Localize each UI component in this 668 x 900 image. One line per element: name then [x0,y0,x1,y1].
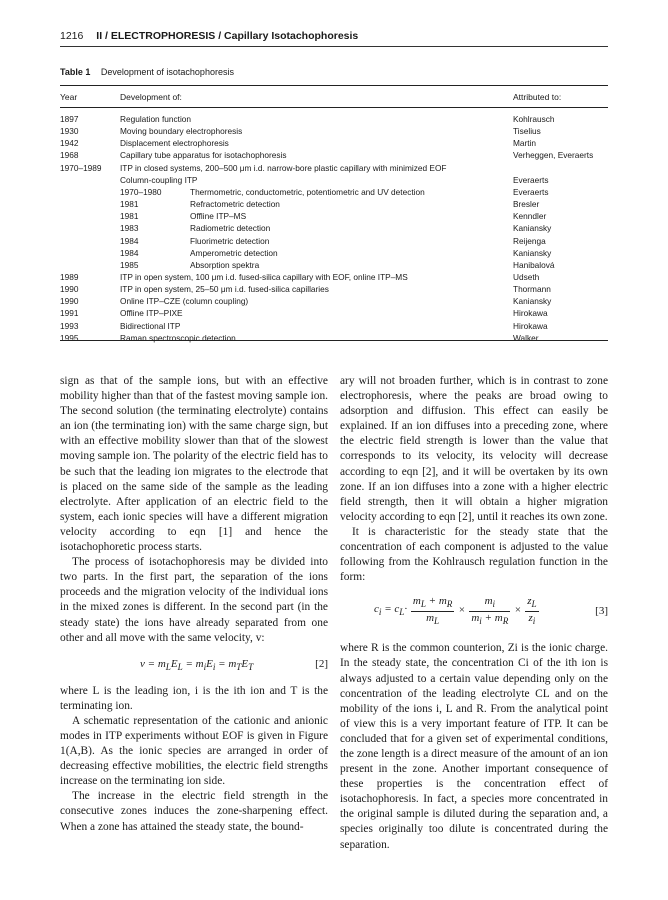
equation-3: $c_i = c_L\cdot$ $\frac{m_L + m_R}{m_L}$ × $\frac{m_i}{m_i + m_R}$ × $\frac{z_L}{z_i}$ [3] [374,595,608,626]
attributed-cell: Martin [513,138,537,149]
right-column [340,374,608,853]
running-header [60,30,358,42]
header-title: II / ELECTROPHORESIS / Capillary Isotachophoresis [96,30,359,42]
table-row [60,332,608,344]
attributed-cell: Verheggen, Everaerts [513,150,594,161]
table-row [60,149,608,161]
development-cell: Column-coupling ITP [120,174,198,185]
equation-number: [3] [595,605,608,618]
attributed-cell: Bresler [513,199,540,210]
year-cell: 1968 [60,150,79,161]
year-cell: 1990 [60,284,79,295]
table-row [60,198,608,210]
table-row [60,222,608,234]
attributed-cell: Thormann [513,284,551,295]
table-row [60,259,608,271]
table-caption [60,67,234,77]
sub-year-cell: 1970–1980 [120,186,162,197]
attributed-cell: Kenndler [513,211,547,222]
attributed-cell: Everaerts [513,174,549,185]
table-row [60,174,608,186]
paragraph: The process of isotachophoresis may be divided into two parts. In the first part, the separation of the ions proceeds and the migration velocity of the individual ions in the mixed zones is different. In the second part (in the steady state) the ions have already separated from one other and all move with the same velocity, v: [60,556,328,644]
attributed-cell: Udseth [513,271,540,282]
header-rule [60,46,608,47]
year-cell: 1990 [60,296,79,307]
attributed-cell: Kaniansky [513,247,552,258]
paragraph: where L is the leading ion, i is the ith ion and T is the terminating ion. [60,684,328,712]
development-cell: Regulation function [120,114,192,124]
table-caption-text: Development of isotachophoresis [100,67,234,77]
table-row [60,307,608,319]
table-row [60,137,608,149]
year-cell: 1930 [60,126,79,137]
table-row [60,210,608,222]
development-cell: Capillary tube apparatus for isotachophoresis [120,150,287,161]
col-header-attributed: Attributed to: [513,92,562,102]
table-row [60,113,608,125]
table-top-rule [60,85,608,86]
table-row [60,283,608,295]
table-row [60,295,608,307]
attributed-cell: Hirokawa [513,320,548,331]
table-row [60,247,608,259]
sub-development-cell: Offline ITP–MS [190,211,247,222]
development-cell: Online ITP–CZE (column coupling) [120,296,249,307]
attributed-cell: Everaerts [513,186,549,197]
year-cell: 1989 [60,271,79,282]
table-label: Table 1 [60,67,91,77]
table-header-rule [60,107,608,108]
sub-development-cell: Thermometric, conductometric, potentiometric and UV detection [190,186,425,197]
attributed-cell: Hanibalová [513,259,555,270]
development-cell: Bidirectional ITP [120,320,181,331]
attributed-cell: Kaniansky [513,223,552,234]
paragraph: A schematic representation of the cationic and anionic modes in ITP experiments without EOF is given in Figure 1(A,B). As the ionic species are arranged in order of decreasing effective mobilities, the electric field strengths increase on the terminating ion side. [60,714,328,788]
table-row [60,186,608,198]
sub-year-cell: 1984 [120,247,139,258]
attributed-cell: Tiselius [513,126,541,137]
attributed-cell: Walker [513,332,539,343]
table-row [60,271,608,283]
equation-2: $v = m_LE_L = m_iE_i = m_TE_T$ [2] [140,657,328,672]
table-row [60,235,608,247]
sub-year-cell: 1981 [120,211,139,222]
equation-number: [2] [315,657,328,670]
sub-development-cell: Absorption spektra [190,259,260,270]
attributed-cell: Reijenga [513,235,546,246]
col-header-year: Year [60,92,78,102]
table-row [60,320,608,332]
development-cell: Offline ITP–PIXE [120,308,183,319]
development-cell: ITP in closed systems, 200–500 μm i.d. narrow-bore plastic capillary with minimized EOF [120,162,447,173]
development-cell: Displacement electrophoresis [120,138,229,149]
sub-year-cell: 1983 [120,223,139,234]
sub-year-cell: 1981 [120,199,139,210]
paragraph: sign as that of the sample ions, but with an effective mobility higher than that of the fastest moving sample ion. The second solution (the terminating electrolyte) contains an ion (the terminating ion) with the same charge sign, but with an effective mobility slower than that of the slowest moving sample ion. The polarity of the electric field has to be such that the leading ion migrates to the electrode that is placed on the same side of the sample as the leading electrolyte. After application of an electric field to the system, each ionic species will have a different migration velocity according to eqn [1] and hence the isotachophoretic process starts. [60,375,328,554]
sub-development-cell: Amperometric detection [190,247,278,258]
sub-development-cell: Refractometric detection [190,199,280,210]
attributed-cell: Kohlrausch [513,114,555,124]
development-cell: ITP in open system, 100 μm i.d. fused-silica capillary with EOF, online ITP–MS [120,271,408,282]
paragraph: ary will not broaden further, which is in contrast to zone electrophoresis, where the peaks are broad owing to adsorption and diffusion. This effect can easily be explained. If an ion diffuses into a preceding zone, where the electric field strength is lower than the value that corresponds to its velocity, its velocity will decrease according to eqn [2], and it will be overtaken by its own zone. If an ion diffuses into a zone with a higher electric field strength, then it will obtain a higher migration velocity according to eqn [2], until it reaches its own zone. [340,375,608,523]
year-cell: 1942 [60,138,79,149]
sub-development-cell: Fluorimetric detection [190,235,270,246]
development-cell: Moving boundary electrophoresis [120,126,243,137]
left-column [60,374,328,835]
attributed-cell: Hirokawa [513,308,548,319]
year-cell: 1995 [60,332,79,343]
development-cell: Raman spectroscopic detection [120,332,236,343]
sub-year-cell: 1985 [120,259,139,270]
attributed-cell: Kaniansky [513,296,552,307]
development-cell: ITP in open system, 25–50 μm i.d. fused-silica capillaries [120,284,329,295]
paragraph: It is characteristic for the steady state that the concentration of each component is adjusted to the value following from the Kohlrausch regulation function in the form: [340,525,608,584]
table-row [60,162,608,174]
year-cell: 1991 [60,308,79,319]
col-header-development: Development of: [120,92,182,102]
table-bottom-rule [60,340,608,341]
year-cell: 1993 [60,320,79,331]
paragraph: where R is the common counterion, Zi is the ionic charge. In the steady state, the concentration Ci of the ith ion is always adjusted to a certain value depending only on the concentration of the leading electrolyte CL and on the mobility of the ions i, L and R. From the analytical point of view this is a very important feature of ITP. It can be concluded that for a given set of experimental conditions, the zone length is a direct measure of the amount of an ion present in the zone. Another important consequence of these properties is the concentration effect of isotachophoresis. In fact, a species more concentrated in the original sample is diluted during the separation and, a species originally too dilute is concentrated during the separation. [340,642,608,851]
year-cell: 1970–1989 [60,162,102,173]
sub-year-cell: 1984 [120,235,139,246]
paragraph: The increase in the electric field strength in the consecutive zones induces the zone-sharpening effect. When a zone has attained the steady state, the bound- [60,790,328,833]
sub-development-cell: Radiometric detection [190,223,271,234]
table-row [60,125,608,137]
page-number: 1216 [60,30,84,42]
year-cell: 1897 [60,114,79,124]
